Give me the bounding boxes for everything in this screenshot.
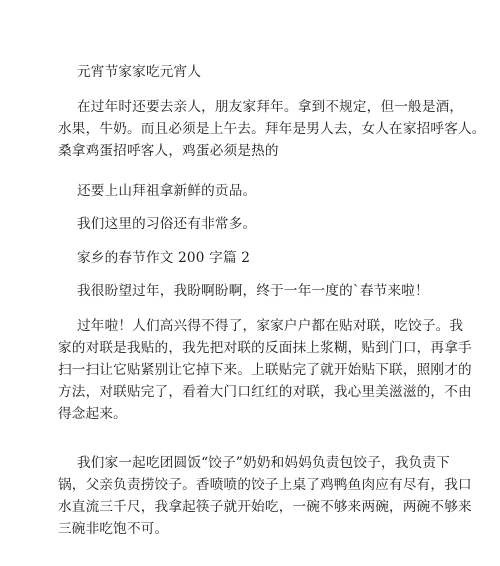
paragraph-couplets — [58, 315, 472, 425]
paragraph-customs — [58, 213, 462, 235]
paragraph-line: 扫一扫让它贴紧别让它掉下来。上联贴完了就开始贴下联，照刚才的 — [58, 362, 472, 378]
heading-text: 家乡的春节作文 200 字篇 2 — [77, 250, 251, 266]
paragraph-line: 水果，牛奶。而且必须是上午去。拜年是男人去，女人在家招呼客人。 — [58, 121, 486, 137]
paragraph-new-year-visits — [58, 96, 486, 162]
paragraph-line: 得念起来。 — [58, 406, 127, 422]
heading-lantern-festival — [58, 61, 462, 83]
paragraph-line: 我们家一起吃团圆饭“饺子”奶奶和妈妈负责包饺子，我负责下 — [77, 455, 450, 471]
paragraph-offerings — [58, 180, 462, 202]
paragraph-line: 桑拿鸡蛋招呼客人，鸡蛋必须是热的 — [58, 143, 279, 159]
paragraph-line: 我很盼望过年，我盼啊盼啊，终于一年一度的`春节来啦！ — [77, 283, 429, 299]
paragraph-line: 水直流三千尺，我拿起筷子就开始吃，一碗不够来两碗，两碗不够来 — [58, 499, 472, 515]
paragraph-line: 还要上山拜祖拿新鲜的贡品。 — [77, 183, 257, 199]
paragraph-line: 锅，父亲负责捞饺子。香喷喷的饺子上桌了鸡鸭鱼肉应有尽有，我口 — [58, 477, 472, 493]
paragraph-line: 方法，对联贴完了，看着大门口红红的对联，我心里美滋滋的，不由 — [58, 384, 472, 400]
paragraph-line: 三碗非吃饱不可。 — [58, 521, 169, 537]
paragraph-looking-forward — [58, 280, 462, 302]
paragraph-line: 过年啦！人们高兴得不得了，家家户户都在贴对联，吃饺子。我 — [77, 318, 464, 334]
heading-text: 元宵节家家吃元宵人 — [77, 64, 202, 80]
paragraph-line: 家的对联是我贴的，我先把对联的反面抹上浆糊，贴到门口，再拿手 — [58, 340, 472, 356]
paragraph-reunion-dinner — [58, 452, 472, 540]
heading-essay-part-2 — [58, 247, 462, 269]
paragraph-line: 在过年时还要去亲人，朋友家拜年。拿到不规定，但一般是酒， — [77, 99, 464, 115]
paragraph-line: 我们这里的习俗还有非常多。 — [77, 216, 257, 232]
